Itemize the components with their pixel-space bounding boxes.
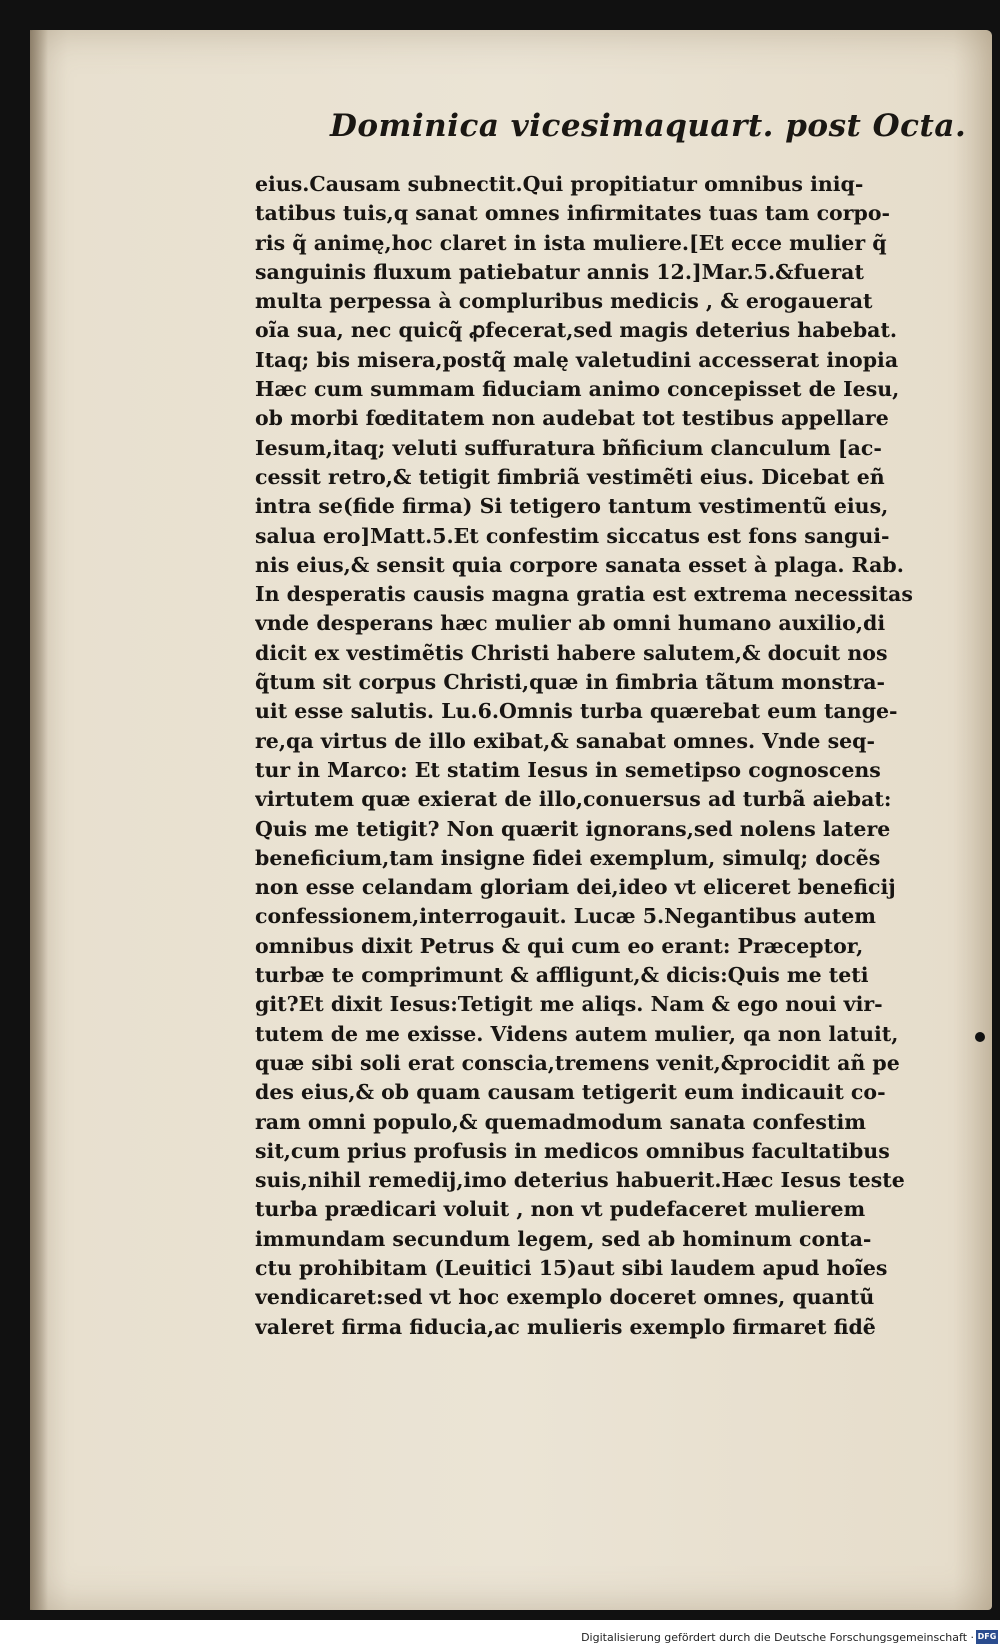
text-line: confessionem,interrogauit. Lucæ 5.Negantibus autem	[255, 904, 876, 929]
text-line: suis,nihil remedij,imo deterius habuerit.Hæc Iesus teste	[255, 1168, 905, 1193]
text-line: uit esse salutis. Lu.6.Omnis turba quærebat eum tange-	[255, 699, 898, 724]
text-line: nis eius,& sensit quia corpore sanata esset à plaga. Rab.	[255, 552, 904, 577]
text-line: Quis me tetigit? Non quærit ignorans,sed nolens latere	[255, 816, 891, 841]
text-line: cessit retro,& tetigit fimbriã vestimẽti eius. Dicebat eñ	[255, 464, 885, 489]
text-line: Iesum,itaq; veluti suffuratura bñficium clanculum [ac-	[255, 435, 882, 460]
text-line: sanguinis fluxum patiebatur annis 12.]Mar.5.&fuerat	[255, 259, 864, 284]
text-line: sit,cum prius profusis in medicos omnibus facultatibus	[255, 1138, 890, 1163]
text-line: Itaq; bis misera,postq̃ malę valetudini accesserat inopia	[255, 347, 899, 372]
text-line: tatibus tuis,q sanat omnes infirmitates tuas tam corpo-	[255, 201, 891, 226]
text-line: turba prædicari voluit , non vt pudefaceret mulierem	[255, 1197, 866, 1222]
dfg-logo-icon: DFG	[976, 1630, 998, 1644]
text-line: Hæc cum summam fiduciam animo concepisset de Iesu,	[255, 377, 900, 402]
text-line: re,qa virtus de illo exibat,& sanabat omnes. Vnde seq-	[255, 728, 876, 753]
page-edge-shadow	[30, 30, 48, 1610]
text-line: q̃tum sit corpus Christi,quæ in fimbria tãtum monstra-	[255, 670, 886, 695]
text-line: beneficium,tam insigne fidei exemplum, simulq; docẽs	[255, 845, 881, 870]
text-line: multa perpessa à compluribus medicis , & erogauerat	[255, 289, 873, 314]
text-line: omnibus dixit Petrus & qui cum eo erant: Præceptor,	[255, 933, 864, 958]
text-line: salua ero]Matt.5.Et confestim siccatus est fons sangui-	[255, 523, 890, 548]
running-head: Dominica vicesimaquart. post Octa.	[330, 108, 967, 144]
text-line: vnde desperans hæc mulier ab omni humano auxilio,di	[255, 611, 886, 636]
margin-dot	[975, 1032, 985, 1042]
text-line: oĩa sua, nec quicq̃ ꝓfecerat,sed magis deterius habebat.	[255, 318, 898, 343]
text-line: des eius,& ob quam causam tetigerit eum indicauit co-	[255, 1080, 886, 1105]
text-line: In desperatis causis magna gratia est extrema necessitas	[255, 582, 913, 607]
text-line: immundam secundum legem, sed ab hominum conta-	[255, 1226, 872, 1251]
text-line: ram omni populo,& quemadmodum sanata confestim	[255, 1109, 866, 1134]
text-line: vendicaret:sed vt hoc exemplo doceret omnes, quantũ	[255, 1285, 875, 1310]
text-line: non esse celandam gloriam dei,ideo vt eliceret beneficij	[255, 875, 896, 900]
text-line: quæ sibi soli erat conscia,tremens venit,&procidit añ pe	[255, 1050, 900, 1075]
text-line: turbæ te comprimunt & affligunt,& dicis:Quis me teti	[255, 963, 869, 988]
text-line: ris q̃ animę,hoc claret in ista muliere.[Et ecce mulier q̃	[255, 230, 887, 255]
text-line: ob morbi fœditatem non audebat tot testibus appellare	[255, 406, 889, 431]
text-line: dicit ex vestimẽtis Christi habere salutem,& docuit nos	[255, 640, 888, 665]
text-line: virtutem quæ exierat de illo,conuersus ad turbã aiebat:	[255, 787, 892, 812]
text-line: tur in Marco: Et statim Iesus in semetipso cognoscens	[255, 757, 881, 782]
footer-credit: Digitalisierung gefördert durch die Deutsche Forschungsgemeinschaft ·	[581, 1631, 974, 1644]
text-line: tutem de me exisse. Videns autem mulier, qa non latuit,	[255, 1021, 899, 1046]
body-text	[255, 170, 915, 1342]
text-line: valeret firma fiducia,ac mulieris exemplo firmaret fidẽ	[255, 1314, 876, 1339]
text-line: intra se(fide firma) Si tetigero tantum vestimentũ eius,	[255, 494, 889, 519]
text-line: eius.Causam subnectit.Qui propitiatur omnibus iniq-	[255, 172, 864, 196]
text-line: ctu prohibitam (Leuitici 15)aut sibi laudem apud hoĩes	[255, 1255, 888, 1280]
text-line: git?Et dixit Iesus:Tetigit me aliqs. Nam & ego noui vir-	[255, 992, 883, 1017]
